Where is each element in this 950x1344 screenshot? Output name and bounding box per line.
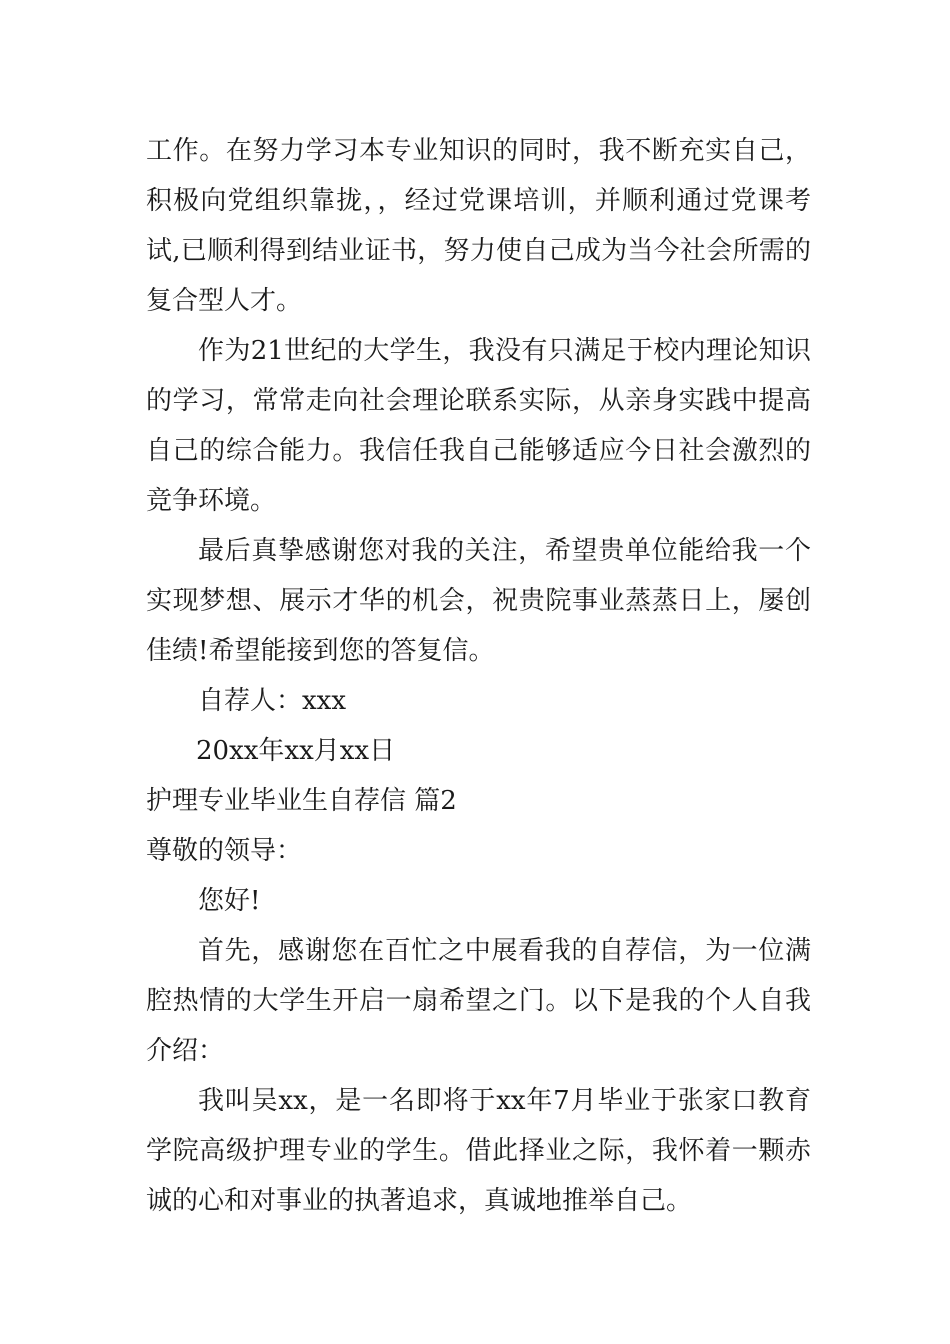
- paragraph-thanks: 最后真挚感谢您对我的关注，希望贵单位能给我一个实现梦想、展示才华的机会，祝贵院事业蒸蒸日上，屡创佳绩!希望能接到您的答复信。: [146, 536, 811, 666]
- section-title: 护理专业毕业生自荐信 篇2: [146, 786, 457, 816]
- paragraph-self-introduction: 我叫吴xx，是一名即将于xx年7月毕业于张家口教育学院高级护理专业的学生。借此择业之际，我怀着一颗赤诚的心和对事业的执著追求，真诚地推举自己。: [146, 1086, 811, 1216]
- document-body: [146, 126, 811, 1226]
- date-line: 20xx年xx月xx日: [196, 736, 396, 766]
- greeting: 您好!: [198, 886, 261, 916]
- paragraph-self-improvement: 工作。在努力学习本专业知识的同时，我不断充实自己，积极向党组织靠拢，，经过党课培训，并顺利通过党课考试,已顺利得到结业证书，努力使自己成为当今社会所需的复合型人才。: [146, 136, 811, 316]
- paragraph-intro: 首先，感谢您在百忙之中展看我的自荐信，为一位满腔热情的大学生开启一扇希望之门。以下是我的个人自我介绍：: [146, 936, 811, 1066]
- salutation: 尊敬的领导：: [146, 836, 303, 866]
- signature-line: 自荐人：xxx: [198, 686, 346, 716]
- paragraph-practice: 作为21世纪的大学生，我没有只满足于校内理论知识的学习，常常走向社会理论联系实际，从亲身实践中提高自己的综合能力。我信任我自己能够适应今日社会激烈的竞争环境。: [146, 336, 811, 516]
